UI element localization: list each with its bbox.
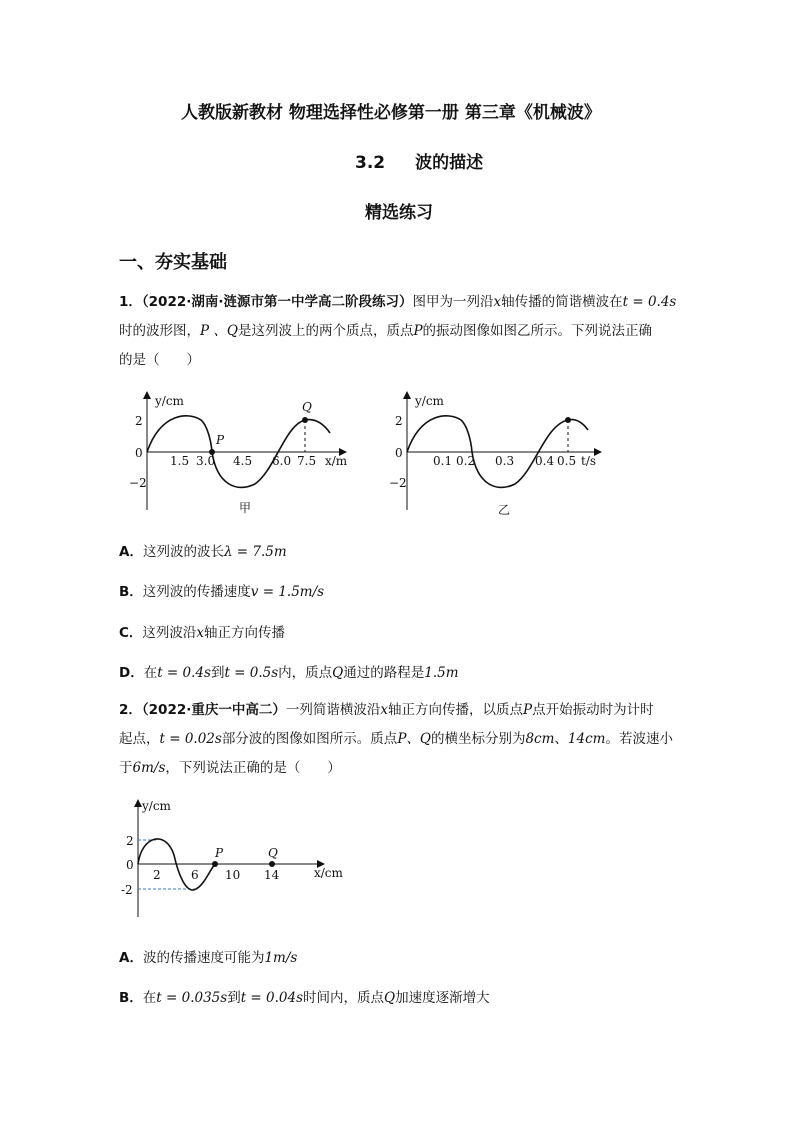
y-tick-zero: 0: [135, 446, 143, 460]
t-axis-label: t/s: [581, 454, 597, 468]
y-tick-top: 2: [135, 414, 143, 428]
figure-1a-wave-graph: [125, 385, 365, 520]
y-axis-label: y/cm: [155, 394, 184, 408]
x-tick-label: 1.5: [170, 454, 190, 468]
y-tick-bottom: −2: [129, 476, 147, 490]
x-tick-label: 2: [153, 868, 161, 882]
q1-option-a[interactable]: A．这列波的波长λ = 7.5m: [119, 544, 287, 560]
y-axis-label: y/cm: [142, 799, 171, 813]
x-tick-label: 14: [264, 868, 280, 882]
x-tick-label: 4.5: [233, 454, 253, 468]
part-heading: 一、夯实基础: [119, 252, 227, 273]
x-tick-label: 3.0: [196, 454, 216, 468]
y-tick-top: 2: [395, 414, 403, 428]
section-title: [355, 148, 483, 173]
question-1-stem: 1．（2022·湖南·涟源市第一中学高二阶段练习）图甲为一列沿x轴传播的简谐横波在t = 0.4s 时的波形图，P 、Q是这列波上的两个质点，质点P的振动图像如图乙所示。下列说法正确 的是（ ）: [119, 294, 677, 368]
x-axis-label: x/cm: [314, 866, 343, 880]
subtitle: 精选练习: [365, 203, 433, 223]
t-tick-label: 0.4: [535, 454, 555, 468]
point-q-label: Q: [302, 400, 312, 414]
figure-caption: 乙: [498, 503, 511, 517]
point-q: [302, 417, 308, 423]
y-tick-bottom: −2: [389, 476, 407, 490]
t-tick-label: 0.2: [456, 454, 476, 468]
question-2-stem: 2．（2022·重庆一中高二）一列简谐横波沿x轴正方向传播，以质点P点开始振动时为计时 起点，t = 0.02s部分波的图像如图所示。质点P、Q的横坐标分别为8cm、14cm。若波速小 于6m/s，下列说法正确的是（ ）: [119, 702, 673, 776]
y-tick-zero: 0: [395, 446, 403, 460]
y-tick-zero: 0: [126, 858, 134, 872]
point-q: [269, 861, 275, 867]
section-number: 3.2: [355, 153, 386, 173]
q1-option-c[interactable]: C．这列波沿x轴正方向传播: [119, 625, 286, 641]
y-axis-label: y/cm: [415, 394, 444, 408]
x-tick-label: 6: [191, 868, 199, 882]
t-tick-label: 0.3: [495, 454, 515, 468]
figure-1b-vibration-graph: [385, 385, 615, 520]
q2-option-b[interactable]: B．在t = 0.035s到t = 0.04s时间内，质点Q加速度逐渐增大: [119, 990, 490, 1006]
x-tick-label: 6.0: [272, 454, 292, 468]
point-q-label: Q: [268, 846, 278, 860]
x-tick-label: 10: [225, 868, 241, 882]
q1-option-b[interactable]: B．这列波的传播速度v = 1.5m/s: [119, 584, 325, 600]
point-p: [212, 861, 218, 867]
y-tick-top: 2: [126, 834, 134, 848]
t-tick-label: 0.1: [433, 454, 453, 468]
figure-caption: 甲: [239, 501, 252, 515]
figure-2-wave-graph: [118, 795, 358, 925]
q2-option-a[interactable]: A．波的传播速度可能为1m/s: [119, 950, 298, 966]
x-tick-label: 7.5: [297, 454, 317, 468]
point-p-label: P: [215, 846, 224, 860]
t-tick-label: 0.5: [557, 454, 577, 468]
q1-option-d[interactable]: D．在t = 0.4s到t = 0.5s内，质点Q通过的路程是1.5m: [119, 665, 459, 681]
section-name: 波的描述: [415, 153, 484, 173]
document-title: 人教版新教材 物理选择性必修第一册 第三章《机械波》: [181, 103, 601, 123]
y-tick-bottom: -2: [121, 883, 133, 897]
x-axis-label: x/m: [325, 454, 348, 468]
point-p-label: P: [216, 433, 225, 447]
